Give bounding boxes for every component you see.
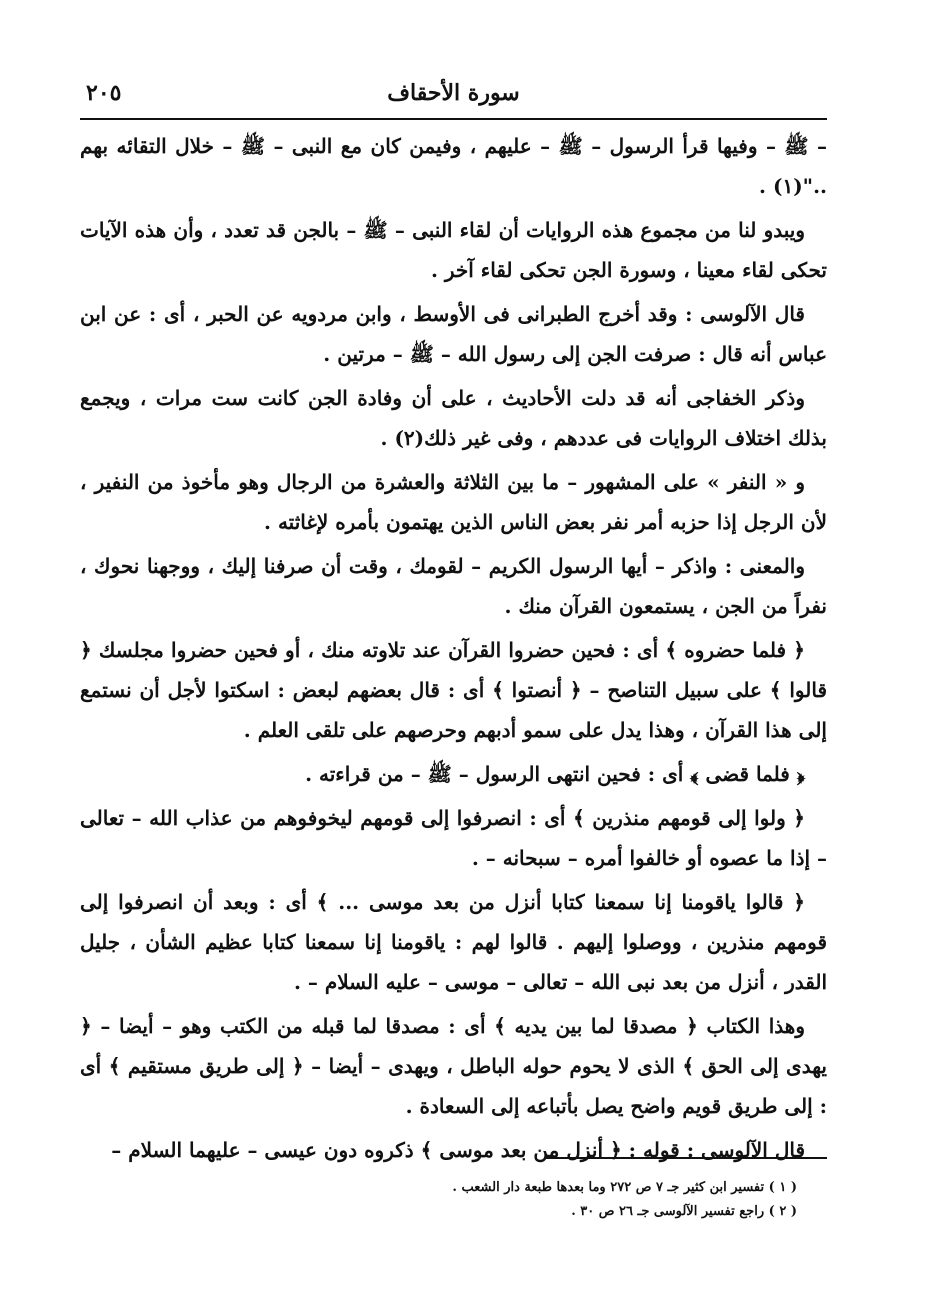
page-header (80, 78, 827, 114)
paragraph: و « النفر » على المشهور – ما بين الثلاثة والعشرة من الرجال وهو مأخوذ من النفير ، لأن الرجل إذا حزبه أمر نفر بعض الناس الذين يهتمون بأمره لإغاثته . (80, 470, 827, 534)
page-number: ٢٠٥ (86, 80, 122, 106)
body-text (80, 126, 827, 1174)
paragraph: ﴿ قالوا ياقومنا إنا سمعنا كتابا أنزل من بعد موسى ... ﴾ أى : وبعد أن انصرفوا إلى قومهم منذرين ، ووصلوا إليهم . قالوا لهم : ياقومنا إنا سمعنا كتابا عظيم الشأن ، جليل القدر ، أنزل من بعد نبى الله – تعالى – موسى – عليه السلام – . (80, 890, 827, 994)
header-divider (80, 118, 827, 120)
footnote-2: ( ٢ ) راجع تفسير الآلوسى جـ ٢٦ ص ٣٠ . (571, 1204, 797, 1219)
footnote-1: ( ١ ) تفسير ابن كثير جـ ٧ ص ٢٧٢ وما بعدها طبعة دار الشعب . (452, 1180, 797, 1195)
paragraph: ﴿ فلما حضروه ﴾ أى : فحين حضروا القرآن عند تلاوته منك ، أو فحين حضروا مجلسك ﴿ قالوا ﴾ على سبيل التناصح – ﴿ أنصتوا ﴾ أى : قال بعضهم لبعض : اسكتوا لأجل أن نستمع إلى هذا القرآن ، وهذا يدل على سمو أدبهم وحرصهم على تلقى العلم . (80, 638, 827, 742)
paragraph: ﴿ فلما قضى ﴾ أى : فحين انتهى الرسول – ﷺ – من قراءته . (305, 762, 805, 786)
paragraph: وهذا الكتاب ﴿ مصدقا لما بين يديه ﴾ أى : مصدقا لما قبله من الكتب وهو – أيضا – ﴿ يهدى إلى الحق ﴾ الذى لا يحوم حوله الباطل ، ويهدى – أيضا – ﴿ إلى طريق مستقيم ﴾ أى : إلى طريق قويم واضح يصل بأتباعه إلى السعادة . (80, 1014, 827, 1118)
paragraph: ﴿ ولوا إلى قومهم منذرين ﴾ أى : انصرفوا إلى قومهم ليخوفوهم من عذاب الله – تعالى – إذا ما عصوه أو خالفوا أمره – سبحانه – . (80, 806, 827, 870)
paragraph: – ﷺ – وفيها قرأ الرسول – ﷺ – عليهم ، وفيمن كان مع النبى – ﷺ – خلال التقائه بهم .."(١) . (80, 134, 827, 198)
footnote-divider (545, 1157, 827, 1159)
paragraph: ويبدو لنا من مجموع هذه الروايات أن لقاء النبى – ﷺ – بالجن قد تعدد ، وأن هذه الآيات تحكى لقاء معينا ، وسورة الجن تحكى لقاء آخر . (80, 218, 827, 282)
footnotes (80, 1176, 797, 1224)
paragraph: قال الآلوسى : وقد أخرج الطبرانى فى الأوسط ، وابن مردويه عن الحبر ، أى : عن ابن عباس أنه قال : صرفت الجن إلى رسول الله – ﷺ – مرتين . (80, 302, 827, 366)
surah-title: سورة الأحقاف (387, 80, 520, 106)
paragraph: وذكر الخفاجى أنه قد دلت الأحاديث ، على أن وفادة الجن كانت ست مرات ، ويجمع بذلك اختلاف الروايات فى عددهم ، وفى غير ذلك(٢) . (80, 386, 827, 450)
paragraph: والمعنى : واذكر – أيها الرسول الكريم – لقومك ، وقت أن صرفنا إليك ، ووجهنا نحوك ، نفراً من الجن ، يستمعون القرآن منك . (80, 554, 827, 618)
paragraph: قال الآلوسى : قوله : ﴿ أنزل من بعد موسى ﴾ ذكروه دون عيسى – عليهما السلام – (111, 1138, 805, 1162)
